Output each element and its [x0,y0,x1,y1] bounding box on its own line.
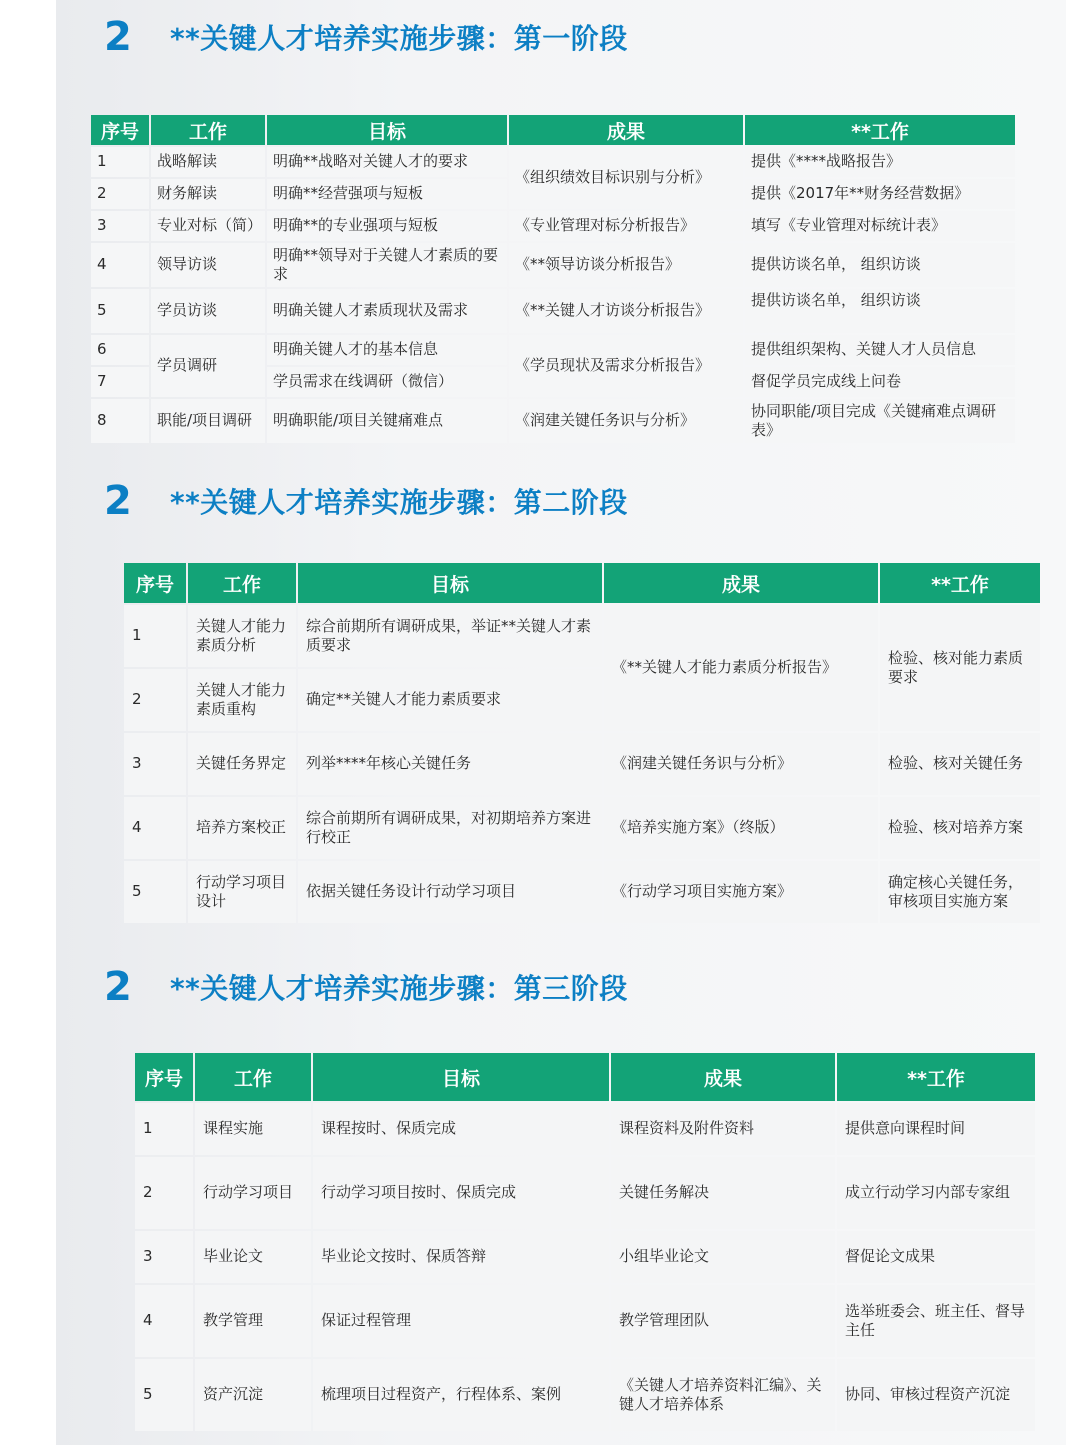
section-heading: **关键人才培养实施步骤：第三阶段 [170,972,628,1005]
cell-task: 检验、核对培养方案 [880,797,1040,859]
cell-goal: 依据关键任务设计行动学习项目 [298,861,602,923]
header-work: 工作 [195,1053,311,1101]
cell-result: 教学管理团队 [611,1285,835,1357]
cell-work: 行动学习项目 [195,1157,311,1229]
cell-result: 《关键人才培养资料汇编》、关键人才培养体系 [611,1359,835,1431]
cell-task: 提供组织架构、关键人才人员信息 [745,335,1015,365]
table-row [91,399,1015,443]
cell-task: 检验、核对关键任务 [880,733,1040,795]
cell-no: 3 [91,211,149,241]
header-goal: 目标 [313,1053,609,1101]
table-row [91,211,1015,241]
header-goal: 目标 [298,563,602,603]
cell-goal: 明确**的专业强项与短板 [267,211,507,241]
header-task: **工作 [880,563,1040,603]
header-no: 序号 [135,1053,193,1101]
section-1-title [104,14,628,60]
cell-goal: 综合前期所有调研成果，对初期培养方案进行校正 [298,797,602,859]
cell-no: 8 [91,399,149,443]
cell-work: 战略解读 [151,147,265,177]
cell-goal: 确定**关键人才能力素质要求 [298,669,602,731]
cell-goal: 毕业论文按时、保质答辩 [313,1231,609,1283]
cell-goal: 综合前期所有调研成果，举证**关键人才素质要求 [298,605,602,667]
cell-work: 课程实施 [195,1103,311,1155]
cell-task: 填写《专业管理对标统计表》 [745,211,1015,241]
cell-result: 《专业管理对标分析报告》 [509,211,743,241]
cell-no: 2 [124,669,186,731]
cell-result: 《学员现状及需求分析报告》 [509,335,743,397]
header-work: 工作 [188,563,296,603]
header-result: 成果 [509,115,743,145]
table-row [124,605,1040,667]
section-number: 2 [104,478,132,524]
cell-no: 1 [135,1103,193,1155]
table-row [124,733,1040,795]
header-task: **工作 [837,1053,1035,1101]
table-row [124,861,1040,923]
table-row [91,243,1015,287]
cell-task: 成立行动学习内部专家组 [837,1157,1035,1229]
header-result: 成果 [611,1053,835,1101]
cell-result: 《**关键人才访谈分析报告》 [509,289,743,333]
cell-result: 关键任务解决 [611,1157,835,1229]
table-row [91,335,1015,365]
section-3-title [104,964,628,1010]
cell-result: 《润建关键任务识与分析》 [509,399,743,443]
cell-no: 5 [91,289,149,333]
cell-result: 课程资料及附件资料 [611,1103,835,1155]
cell-task: 检验、核对能力素质要求 [880,605,1040,731]
cell-task: 督促论文成果 [837,1231,1035,1283]
cell-work: 关键人才能力素质重构 [188,669,296,731]
header-work: 工作 [151,115,265,145]
cell-work: 学员调研 [151,335,265,397]
cell-result: 《行动学习项目实施方案》 [604,861,878,923]
cell-task: 确定核心关键任务，审核项目实施方案 [880,861,1040,923]
cell-work: 关键任务界定 [188,733,296,795]
cell-work: 学员访谈 [151,289,265,333]
cell-no: 7 [91,367,149,397]
header-no: 序号 [124,563,186,603]
cell-goal: 明确**战略对关键人才的要求 [267,147,507,177]
table-header-row [135,1053,1035,1101]
cell-result: 《润建关键任务识与分析》 [604,733,878,795]
cell-goal: 行动学习项目按时、保质完成 [313,1157,609,1229]
cell-task: 提供《****战略报告》 [745,147,1015,177]
cell-no: 2 [91,179,149,209]
cell-no: 2 [135,1157,193,1229]
table-header-row [124,563,1040,603]
cell-goal: 明确关键人才的基本信息 [267,335,507,365]
section-heading: **关键人才培养实施步骤：第一阶段 [170,22,628,55]
cell-work: 培养方案校正 [188,797,296,859]
cell-result: 《**领导访谈分析报告》 [509,243,743,287]
table-row [124,797,1040,859]
cell-goal: 课程按时、保质完成 [313,1103,609,1155]
cell-goal: 明确**领导对于关键人才素质的要求 [267,243,507,287]
cell-no: 5 [124,861,186,923]
table-row [135,1231,1035,1283]
table-row [135,1157,1035,1229]
cell-no: 5 [135,1359,193,1431]
cell-no: 1 [91,147,149,177]
stage-3-table [133,1051,1037,1433]
section-heading: **关键人才培养实施步骤：第二阶段 [170,486,628,519]
cell-goal: 列举****年核心关键任务 [298,733,602,795]
header-goal: 目标 [267,115,507,145]
section-2-title [104,478,628,524]
cell-result: 《组织绩效目标识别与分析》 [509,147,743,209]
cell-result: 《培养实施方案》（终版） [604,797,878,859]
cell-work: 领导访谈 [151,243,265,287]
cell-work: 专业对标（简） [151,211,265,241]
cell-no: 4 [135,1285,193,1357]
header-no: 序号 [91,115,149,145]
header-result: 成果 [604,563,878,603]
cell-no: 1 [124,605,186,667]
cell-work: 教学管理 [195,1285,311,1357]
cell-no: 4 [124,797,186,859]
cell-work: 财务解读 [151,179,265,209]
cell-task: 提供访谈名单， 组织访谈 [745,289,1015,333]
cell-no: 6 [91,335,149,365]
cell-result: 小组毕业论文 [611,1231,835,1283]
cell-work: 职能/项目调研 [151,399,265,443]
cell-goal: 明确职能/项目关键痛难点 [267,399,507,443]
cell-work: 行动学习项目设计 [188,861,296,923]
cell-task: 提供意向课程时间 [837,1103,1035,1155]
cell-task: 督促学员完成线上问卷 [745,367,1015,397]
cell-result: 《**关键人才能力素质分析报告》 [604,605,878,731]
table-row [135,1103,1035,1155]
cell-task: 提供访谈名单， 组织访谈 [745,243,1015,287]
table-header-row [91,115,1015,145]
cell-work: 资产沉淀 [195,1359,311,1431]
cell-task: 协同职能/项目完成《关键痛难点调研表》 [745,399,1015,443]
cell-goal: 梳理项目过程资产，行程体系、案例 [313,1359,609,1431]
cell-no: 4 [91,243,149,287]
cell-goal: 保证过程管理 [313,1285,609,1357]
cell-task: 协同、审核过程资产沉淀 [837,1359,1035,1431]
stage-1-table [89,113,1017,445]
section-number: 2 [104,964,132,1010]
cell-task: 选举班委会、班主任、督导主任 [837,1285,1035,1357]
cell-goal: 学员需求在线调研（微信） [267,367,507,397]
table-row [91,147,1015,177]
cell-work: 关键人才能力素质分析 [188,605,296,667]
section-number: 2 [104,14,132,60]
table-row [135,1285,1035,1357]
cell-goal: 明确关键人才素质现状及需求 [267,289,507,333]
table-row [135,1359,1035,1431]
cell-no: 3 [135,1231,193,1283]
table-row [91,289,1015,333]
stage-2-table [122,561,1042,925]
cell-task: 提供《2017年**财务经营数据》 [745,179,1015,209]
cell-goal: 明确**经营强项与短板 [267,179,507,209]
cell-work: 毕业论文 [195,1231,311,1283]
cell-no: 3 [124,733,186,795]
header-task: **工作 [745,115,1015,145]
